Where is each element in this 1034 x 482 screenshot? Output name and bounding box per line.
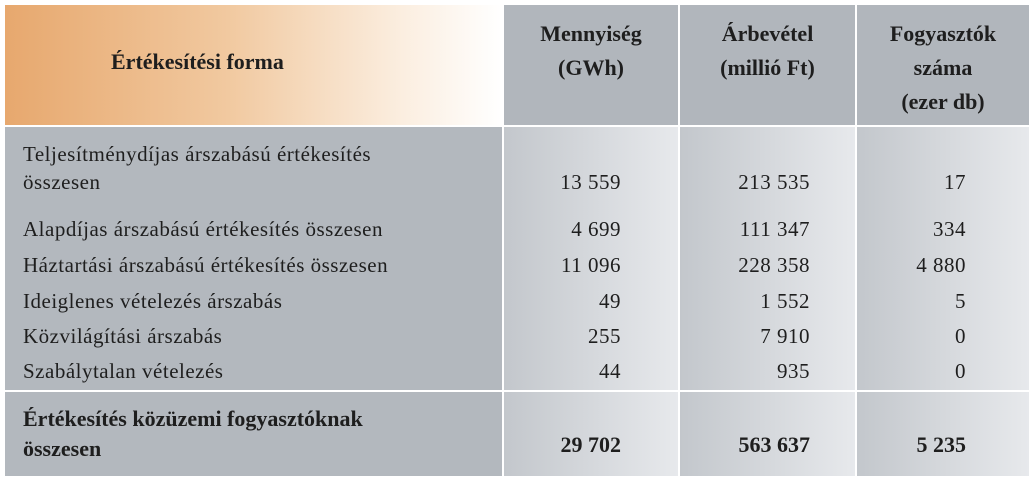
quantity-value: 4 699 bbox=[571, 217, 621, 241]
row-label-teljesitmenydijas bbox=[23, 140, 371, 196]
revenue-value: 7 910 bbox=[760, 324, 810, 348]
header-revenue-label bbox=[680, 17, 855, 85]
row-label-line: összesen bbox=[23, 170, 101, 194]
total-consumers-cell bbox=[857, 392, 1029, 476]
header-form-label: Értékesítési forma bbox=[111, 49, 284, 74]
consumers-value: 4 880 bbox=[916, 253, 966, 277]
total-revenue-value: 563 637 bbox=[738, 432, 810, 457]
revenue-value: 228 358 bbox=[738, 253, 810, 277]
header-quantity-cell bbox=[504, 5, 678, 125]
body-consumers-column bbox=[857, 127, 1029, 390]
total-revenue-cell bbox=[680, 392, 855, 476]
quantity-value: 44 bbox=[599, 359, 621, 383]
consumers-value: 0 bbox=[955, 324, 966, 348]
quantity-value: 49 bbox=[599, 289, 621, 313]
body-revenue-column bbox=[680, 127, 855, 390]
body-label-column bbox=[5, 127, 502, 390]
total-label-cell bbox=[5, 392, 502, 476]
total-label bbox=[23, 404, 363, 464]
revenue-value: 111 347 bbox=[739, 217, 810, 241]
row-label-line: Teljesítménydíjas árszabású értékesítés bbox=[23, 142, 372, 166]
quantity-value: 13 559 bbox=[560, 170, 621, 194]
consumers-value: 334 bbox=[933, 217, 966, 241]
header-consumers-cell bbox=[857, 5, 1029, 125]
body-quantity-column bbox=[504, 127, 678, 390]
row-label-alapdijas: Alapdíjas árszabású értékesítés összesen bbox=[23, 217, 383, 241]
row-label-haztartasi: Háztartási árszabású értékesítés összesen bbox=[23, 253, 389, 277]
consumers-value: 5 bbox=[955, 289, 966, 313]
header-consumers-label bbox=[857, 17, 1029, 119]
header-consumers-line-3: (ezer db) bbox=[901, 89, 985, 114]
total-label-line-1: Értékesítés közüzemi fogyasztóknak bbox=[23, 406, 363, 431]
row-label-ideiglenes: Ideiglenes vételezés árszabás bbox=[23, 289, 283, 313]
header-consumers-line-1: Fogyasztók bbox=[889, 21, 997, 46]
total-consumers-value: 5 235 bbox=[916, 432, 966, 457]
revenue-value: 935 bbox=[777, 359, 810, 383]
total-quantity-value: 29 702 bbox=[560, 432, 621, 457]
total-label-line-2: összesen bbox=[23, 436, 102, 461]
consumers-value: 17 bbox=[944, 170, 966, 194]
header-revenue-line-1: Árbevétel bbox=[721, 21, 814, 46]
revenue-value: 213 535 bbox=[738, 170, 810, 194]
header-quantity-label bbox=[504, 17, 678, 85]
row-label-kozvilagitasi: Közvilágítási árszabás bbox=[23, 324, 223, 348]
row-label-szabalytalan: Szabálytalan vételezés bbox=[23, 359, 224, 383]
header-consumers-line-2: száma bbox=[913, 55, 973, 80]
header-revenue-line-2: (millió Ft) bbox=[720, 55, 815, 80]
consumers-value: 0 bbox=[955, 359, 966, 383]
quantity-value: 11 096 bbox=[561, 253, 621, 277]
revenue-value: 1 552 bbox=[760, 289, 810, 313]
header-form-cell bbox=[5, 5, 502, 125]
total-quantity-cell bbox=[504, 392, 678, 476]
header-quantity-line-2: (GWh) bbox=[558, 55, 624, 80]
header-revenue-cell bbox=[680, 5, 855, 125]
header-quantity-line-1: Mennyiség bbox=[540, 21, 642, 46]
sales-table bbox=[5, 5, 1029, 476]
quantity-value: 255 bbox=[588, 324, 621, 348]
